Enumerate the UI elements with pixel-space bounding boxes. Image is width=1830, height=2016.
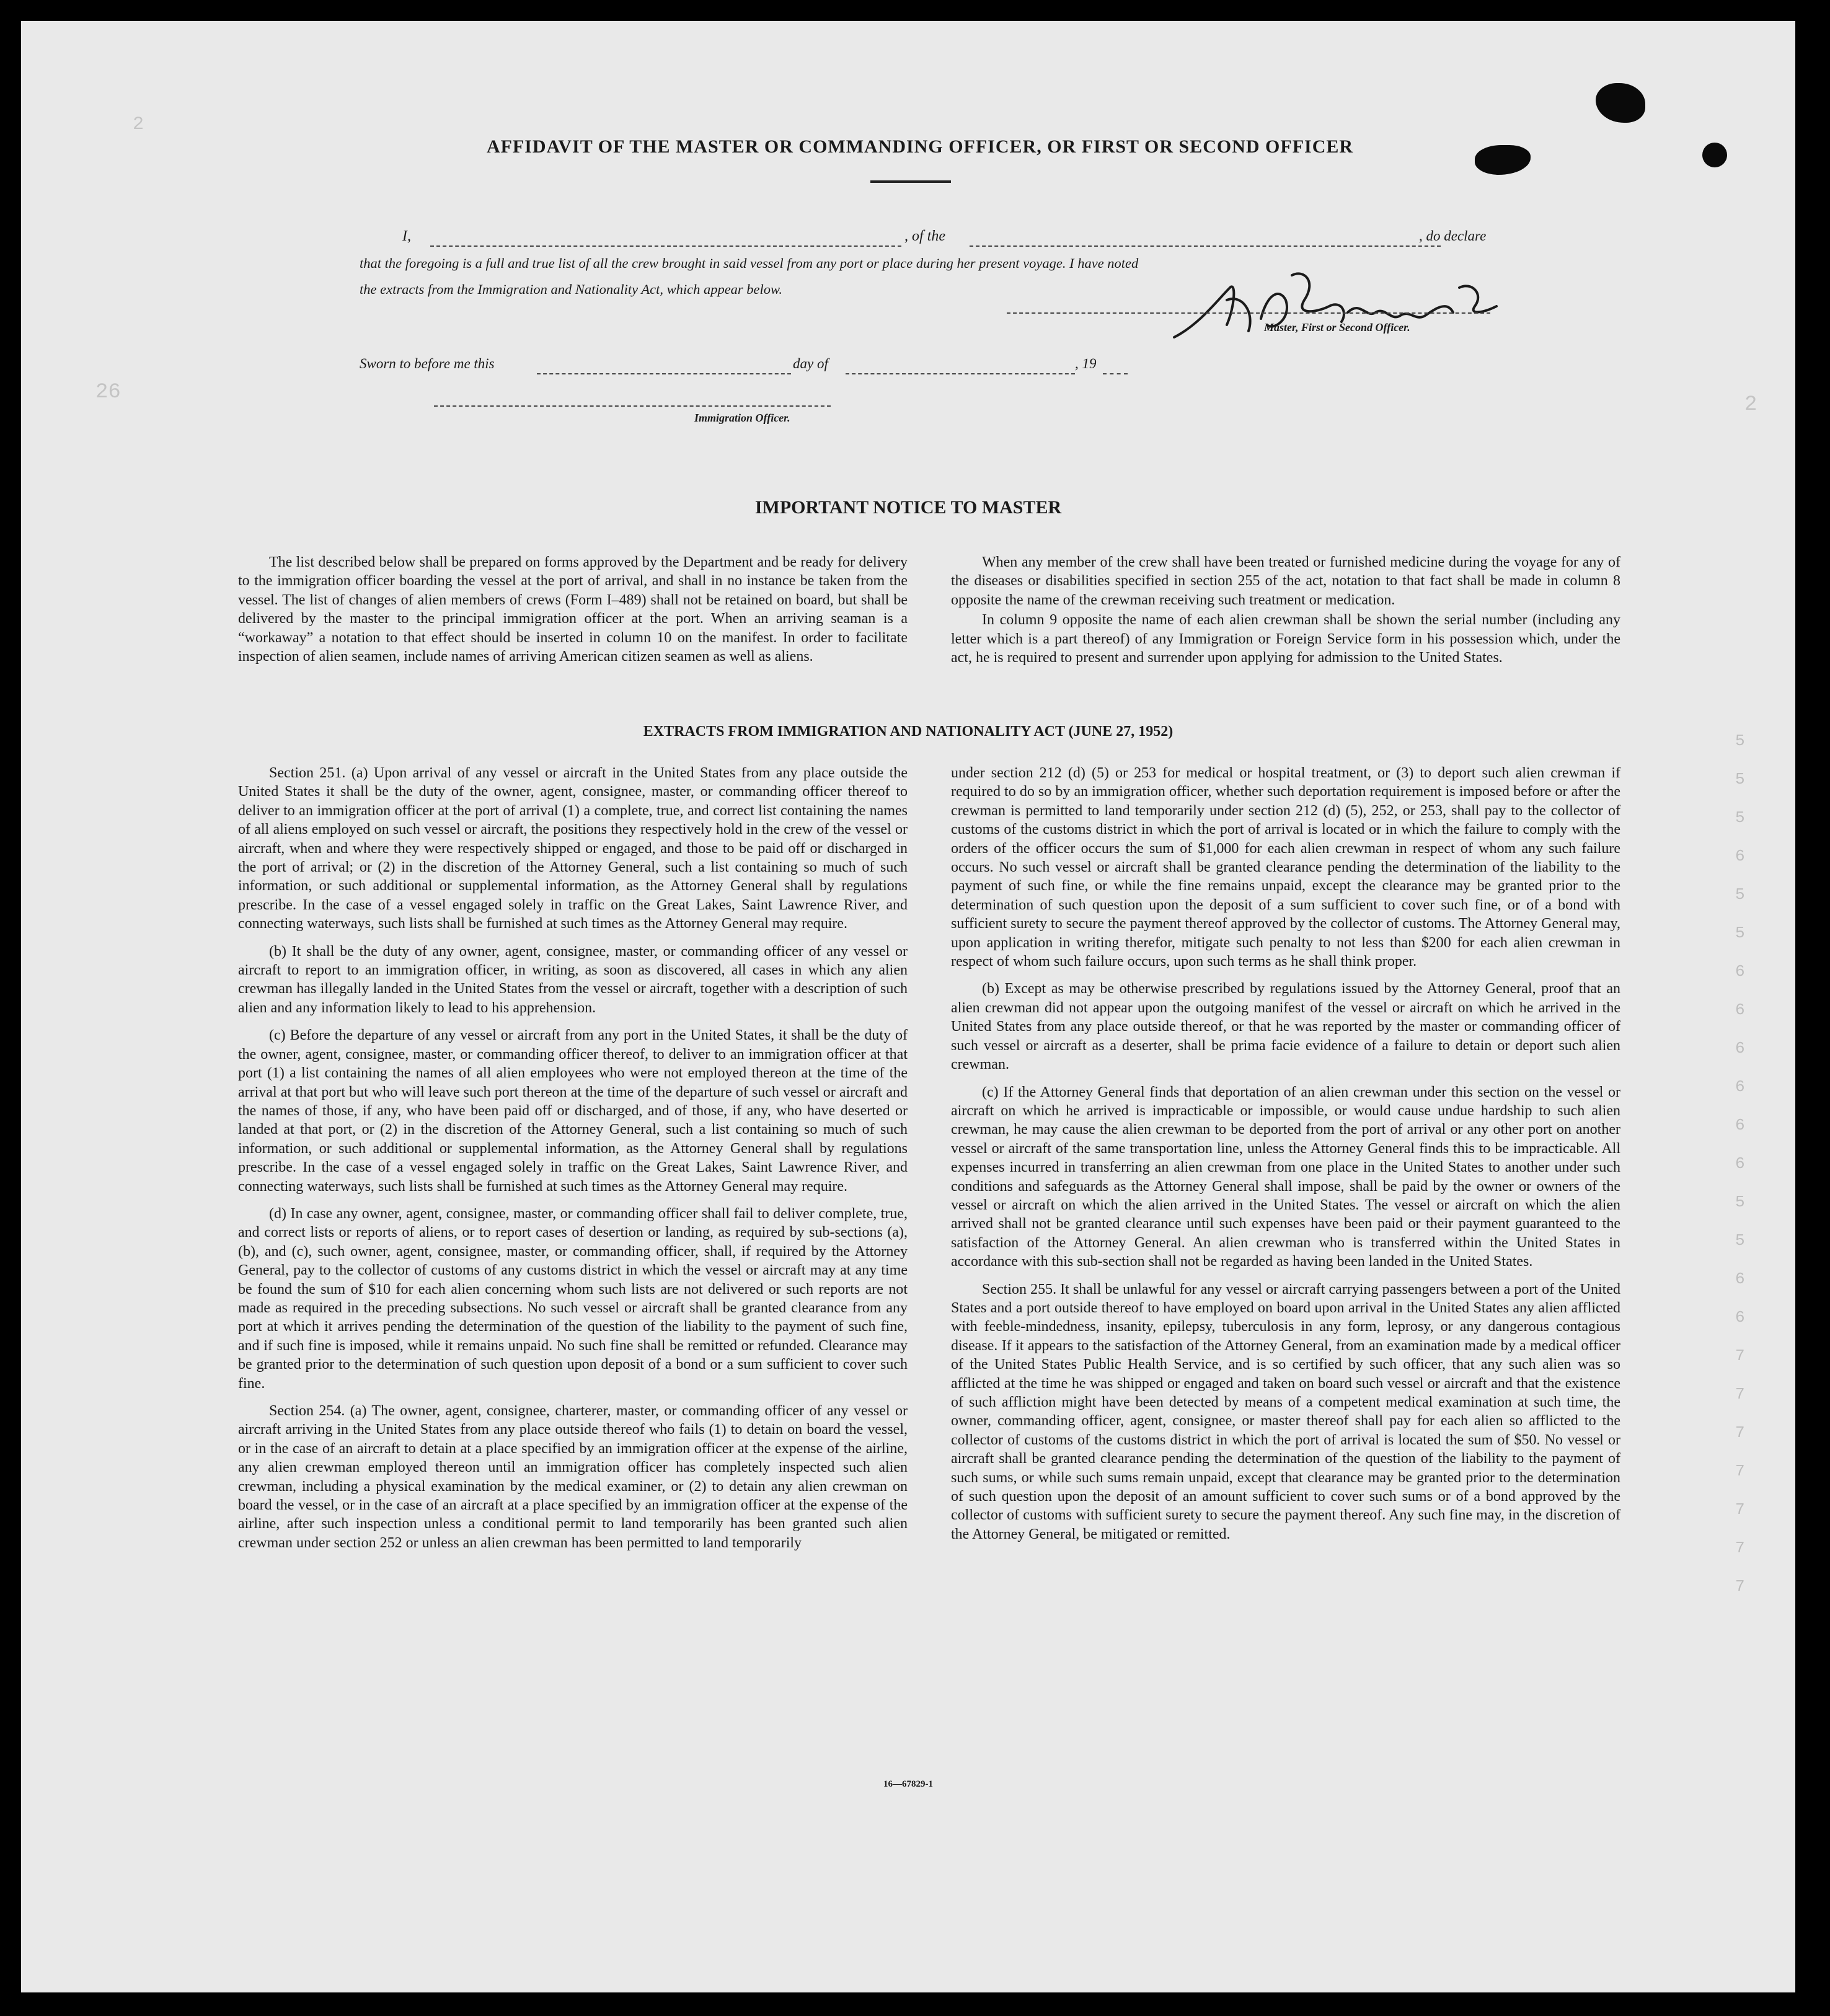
affidavit-line-2: that the foregoing is a full and true list of all the crew brought in said vessel from any port or place during her present voyage. I have noted xyxy=(360,255,1139,271)
extract-paragraph: Section 255. It shall be unlawful for any vessel or aircraft carrying passengers between a port of the United States and a port outside thereof to have employed on board upon arrival in the United States any alien afflicted with feeble-mindedness, insanity, epilepsy, tuberculosis in any form, leprosy, or any dangerous contagious disease. If it appears to the satisfaction of the Attorney General, from an examination made by a medical officer of the United States Public Health Service, and is so certified by such officer, that any such alien was so afflicted at the time he was shipped or engaged and taken on board such vessel or aircraft and that the existence of such affliction might have been detected by means of a competent medical examination at such time, the owner, commanding officer, agent, consignee, or master thereof shall pay for each alien so afflicted to the collector of customs of the customs district in which the port of arrival is located the sum of $50. No vessel or aircraft shall be granted clearance pending the determination of the question of the liability to the payment of such sums, or while such sums remain unpaid, except that clearance may be granted prior to the determination of such question upon the deposit of an amount sufficient to cover such sums or of a bond approved by the collector of customs with sufficient surety to secure the payment thereof. Any such fine may, in the discretion of the Attorney General, be mitigated or remitted. xyxy=(951,1281,1620,1542)
signature-line xyxy=(1007,312,1490,314)
sworn-label: Sworn to before me this xyxy=(360,356,495,371)
year-label: , 19 xyxy=(1075,356,1097,371)
bleed-through-mark: 5 5 5 6 5 5 6 6 6 6 6 6 5 5 6 6 7 7 7 7 7 7 7 xyxy=(1735,732,1745,1596)
officer-signature-line xyxy=(434,405,831,407)
bleed-through-mark: 26 xyxy=(95,381,121,404)
notice-paragraph: In column 9 opposite the name of each alien crewman shall be shown the serial number (including any letter which is a part thereof) of any Immigration or Foreign Service form in his possession which, under the act, he is required to present and surrender upon applying for admission to the United States. xyxy=(951,612,1620,666)
name-line xyxy=(430,245,901,247)
ink-blot xyxy=(1702,143,1727,167)
notice-right-column xyxy=(951,553,1620,676)
sworn-day-line xyxy=(537,373,791,374)
affidavit-line-3: the extracts from the Immigration and Nationality Act, which appear below. xyxy=(360,281,783,297)
extract-paragraph: (d) In case any owner, agent, consignee, master, or commanding officer shall fail to deliver complete, true, and correct lists or reports of aliens, or to report cases of desertion or landing, as required by sub-sections (a), (b), and (c), such owner, agent, consignee, master, or commanding officer, shall, if required by the Attorney General, pay to the collector of customs of any customs district in which the vessel or aircraft may at any time be found the sum of $10 for each alien concerning whom such lists are not delivered or such reports are not made as required in the preceding subsections. No such vessel or aircraft shall be granted clearance from any port at which it arrives pending the determination of the question of the liability to the payment of such fine, and if such fine is imposed, while it remains unpaid. No such fine shall be remitted or refunded. Clearance may be granted prior to the determination of such question upon deposit of a bond or a sum sufficient to cover such fine. xyxy=(238,1205,908,1392)
affidavit-of-the-label: , of the xyxy=(904,228,945,244)
extract-paragraph: (b) It shall be the duty of any owner, agent, consignee, master, or commanding officer of any vessel or aircraft to report to an immigration officer, in writing, as soon as discovered, all cases in which any alien crewman has illegally landed in the United States from the vessel or aircraft, together with a description of such alien and any information likely to lead to his apprehension. xyxy=(238,943,908,1016)
extract-paragraph: (c) Before the departure of any vessel or aircraft from any port in the United States, it shall be the duty of the owner, agent, consignee, master, or commanding officer thereof, to deliver to an immigration officer at that port (1) a list containing the names of all alien employees who were not employed thereon at the time of the arrival at that port but who will leave such port thereon at the time of the departure of such vessel or aircraft and the names of those, if any, who have been paid off or discharged, and of those, if any, who have deserted or landed at that port, or (2) in the discretion of the Attorney General, such a list containing so much of such information, or such additional or supplemental information, as the Attorney General shall by regulations prescribe. In the case of a vessel engaged solely in traffic on the Great Lakes, Saint Lawrence River, and connecting waterways, such lists shall be furnished at such times as the Attorney General may require. xyxy=(238,1027,908,1195)
extract-paragraph: (b) Except as may be otherwise prescribed by regulations issued by the Attorney General, proof that an alien crewman did not appear upon the outgoing manifest of the vessel or aircraft on which he arrived in the United States from any place outside thereof, or that he was reported by the master or commanding officer of such vessel or aircraft as a deserter, shall be prima facie evidence of a failure to detain or deport such alien crewman. xyxy=(951,981,1620,1073)
affidavit-i-label: I, xyxy=(402,228,411,244)
ink-blot xyxy=(1475,145,1531,175)
sworn-year-line xyxy=(1103,373,1128,374)
document-page xyxy=(21,21,1795,1992)
extracts-right-column xyxy=(951,764,1620,1552)
bleed-through-mark: 2 xyxy=(133,114,144,135)
notice-title: IMPORTANT NOTICE TO MASTER xyxy=(754,497,1062,518)
sworn-month-line xyxy=(846,373,1075,374)
notice-paragraph: When any member of the crew shall have been treated or furnished medicine during the voyage for any of the diseases or disabilities specified in section 255 of the act, notation to that fact shall be made in column 8 opposite the name of the crewman receiving such treatment or medication. xyxy=(951,554,1620,608)
extract-paragraph: under section 212 (d) (5) or 253 for medical or hospital treatment, or (3) to deport such alien crewman if required to do so by an immigration officer, whether such deportation requirement is imposed before or after the crewman is permitted to land temporarily under section 212 (d) (5), 252, or 253, shall pay to the collector of customs of the customs district in which the port of arrival is located or in which the failure to comply with the orders of the officer occurs the sum of $1,000 for each alien crewman in respect of whom any such failure occurs. No such vessel or aircraft shall be granted clearance pending the determination of the liability to the payment of such fine, or while the fine remains unpaid, except the clearance may be granted prior to the determination of such question upon the deposit of a sum sufficient to cover such fine, or of a bond with sufficient surety to secure the payment thereof approved by the collector of customs. The Attorney General may, upon application in writing therefor, mitigate such penalty to not less than $200 for each alien crewman in respect of whom such failure occurs, upon such terms as he shall think proper. xyxy=(951,765,1620,970)
extract-paragraph: Section 251. (a) Upon arrival of any vessel or aircraft in the United States from any place outside the United States it shall be the duty of the owner, agent, consignee, master, or commanding officer thereof to deliver to an immigration officer at the port of arrival (1) a complete, true, and correct list containing the names of all aliens employed on such vessel or aircraft, the positions they respectively hold in the crew of the vessel or aircraft, when and where they were respectively shipped or engaged, and those to be paid off or discharged in the port of arrival; or (2) in the discretion of the Attorney General, such a list containing so much of such information, or such additional or supplemental information, as the Attorney General shall by regulations prescribe. In the case of a vessel engaged solely in traffic on the Great Lakes, Saint Lawrence River, and connecting waterways, such lists shall be furnished at such times as the Attorney General may require. xyxy=(238,765,908,932)
notice-paragraph: The list described below shall be prepared on forms approved by the Department and be ready for delivery to the immigration officer boarding the vessel at the port of arrival, and shall in no instance be taken from the vessel. The list of changes of alien members of crews (Form I–489) shall not be retained on board, but shall be delivered by the master to the principal immigration officer at the port. When an arriving seaman is a “workaway” a notation to that effect should be inserted in column 10 on the manifest. In order to facilitate inspection of alien seamen, include names of arriving American citizen seamen as well as aliens. xyxy=(238,554,908,665)
affidavit-do-declare: , do declare xyxy=(1419,228,1487,244)
extracts-title: EXTRACTS FROM IMMIGRATION AND NATIONALITY ACT (JUNE 27, 1952) xyxy=(643,723,1174,740)
affidavit-title: AFFIDAVIT OF THE MASTER OR COMMANDING OFFICER, OR FIRST OR SECOND OFFICER xyxy=(486,136,1354,157)
extracts-left-column xyxy=(238,764,908,1561)
ink-blot xyxy=(1596,83,1645,123)
extract-paragraph: (c) If the Attorney General finds that deportation of an alien crewman under this section on the vessel or aircraft on which he arrived is impracticable or impossible, or would cause undue hardship to such alien crewman, he may cause the alien crewman to be deported from the port of arrival or any other port on another vessel or aircraft of the same transportation line, unless the Attorney General finds this to be impracticable. All expenses incurred in transferring an alien crewman from one place in the United States to another under such conditions and safeguards as the Attorney General shall impose, shall be paid by the owner or owners of the vessel or aircraft on which the alien arrived in the United States. The vessel or aircraft on which the alien arrived shall not be granted clearance until such expenses have been paid or their payment guaranteed to the satisfaction of the Attorney General. An alien crewman who is transferred within the United States in accordance with this sub-section shall not be regarded as having been landed in the United States. xyxy=(951,1084,1620,1270)
vessel-line xyxy=(970,245,1441,247)
extract-paragraph: Section 254. (a) The owner, agent, consignee, charterer, master, or commanding officer of any vessel or aircraft arriving in the United States from any place outside thereof who fails (1) to detain on board the vessel, or in the case of an aircraft to detain at a place specified by an immigration officer at the expense of the airline, any alien crewman employed thereon until an immigration officer has completely inspected such alien crewman, including a physical examination by the medical examiner, or (2) to detain any alien crewman on board the vessel, or in the case of an aircraft at a place specified by an immigration officer at the expense of the airline, after such inspection unless a conditional permit to land temporarily has been granted such alien crewman under section 252 or unless an alien crewman has been permitted to land temporarily xyxy=(238,1403,908,1551)
signature-caption: Master, First or Second Officer. xyxy=(1264,321,1410,334)
bleed-through-mark: 2 xyxy=(1744,393,1757,417)
signature-image xyxy=(1162,263,1546,356)
title-rule xyxy=(870,180,951,183)
day-of-label: day of xyxy=(793,356,828,371)
form-number: 16—67829-1 xyxy=(883,1779,933,1789)
officer-caption: Immigration Officer. xyxy=(694,412,790,424)
notice-left-column xyxy=(238,553,908,674)
